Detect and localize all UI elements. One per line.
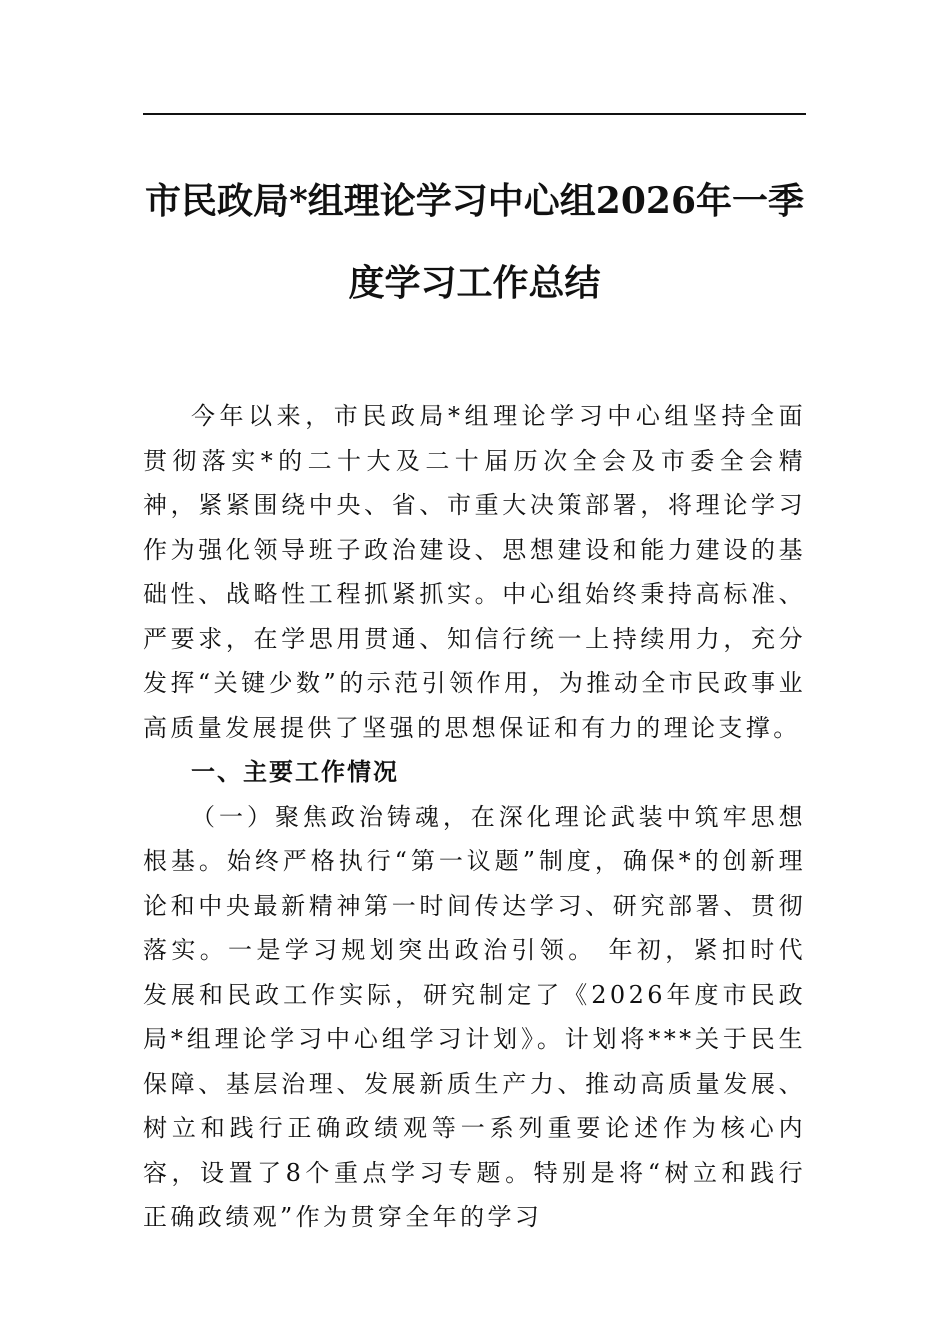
subsection-paragraph xyxy=(143,795,806,1240)
subsection-lead: （一）聚焦政治铸魂，在深化理论武装中筑牢思想根基。 xyxy=(143,802,806,875)
document-body xyxy=(143,394,806,1240)
section-heading: 一、主要工作情况 xyxy=(191,758,399,786)
intro-paragraph: 今年以来，市民政局*组理论学习中心组坚持全面贯彻落实*的二十大及二十届历次全会及市委全会精神，紧紧围绕中央、省、市重大决策部署，将理论学习作为强化领导班子政治建设、思想建设和能力建设的基础性、战略性工程抓紧抓实。中心组始终秉持高标准、严要求，在学思用贯通、知信行统一上持续用力，充分发挥“关键少数”的示范引领作用，为推动全市民政事业高质量发展提供了坚强的思想保证和有力的理论支撑。 xyxy=(143,402,806,742)
header-rule xyxy=(143,113,806,115)
document-title: 市民政局*组理论学习中心组2026年一季度学习工作总结 xyxy=(144,180,805,304)
subsection-body: 始终严格执行“第一议题”制度，确保*的创新理论和中央最新精神第一时间传达学习、研究部署、贯彻落实。一是学习规划突出政治引领。 年初，紧扣时代发展和民政工作实际，研究制定了《2026年度市民政局*组理论学习中心组学习计划》。计划将***关于民生保障、基层治理、发展新质生产力、推动高质量发展、树立和践行正确政绩观等一系列重要论述作为核心内容，设置了8个重点学习专题。特别是将“树立和践行正确政绩观”作为贯穿全年的学习 xyxy=(143,847,806,1231)
